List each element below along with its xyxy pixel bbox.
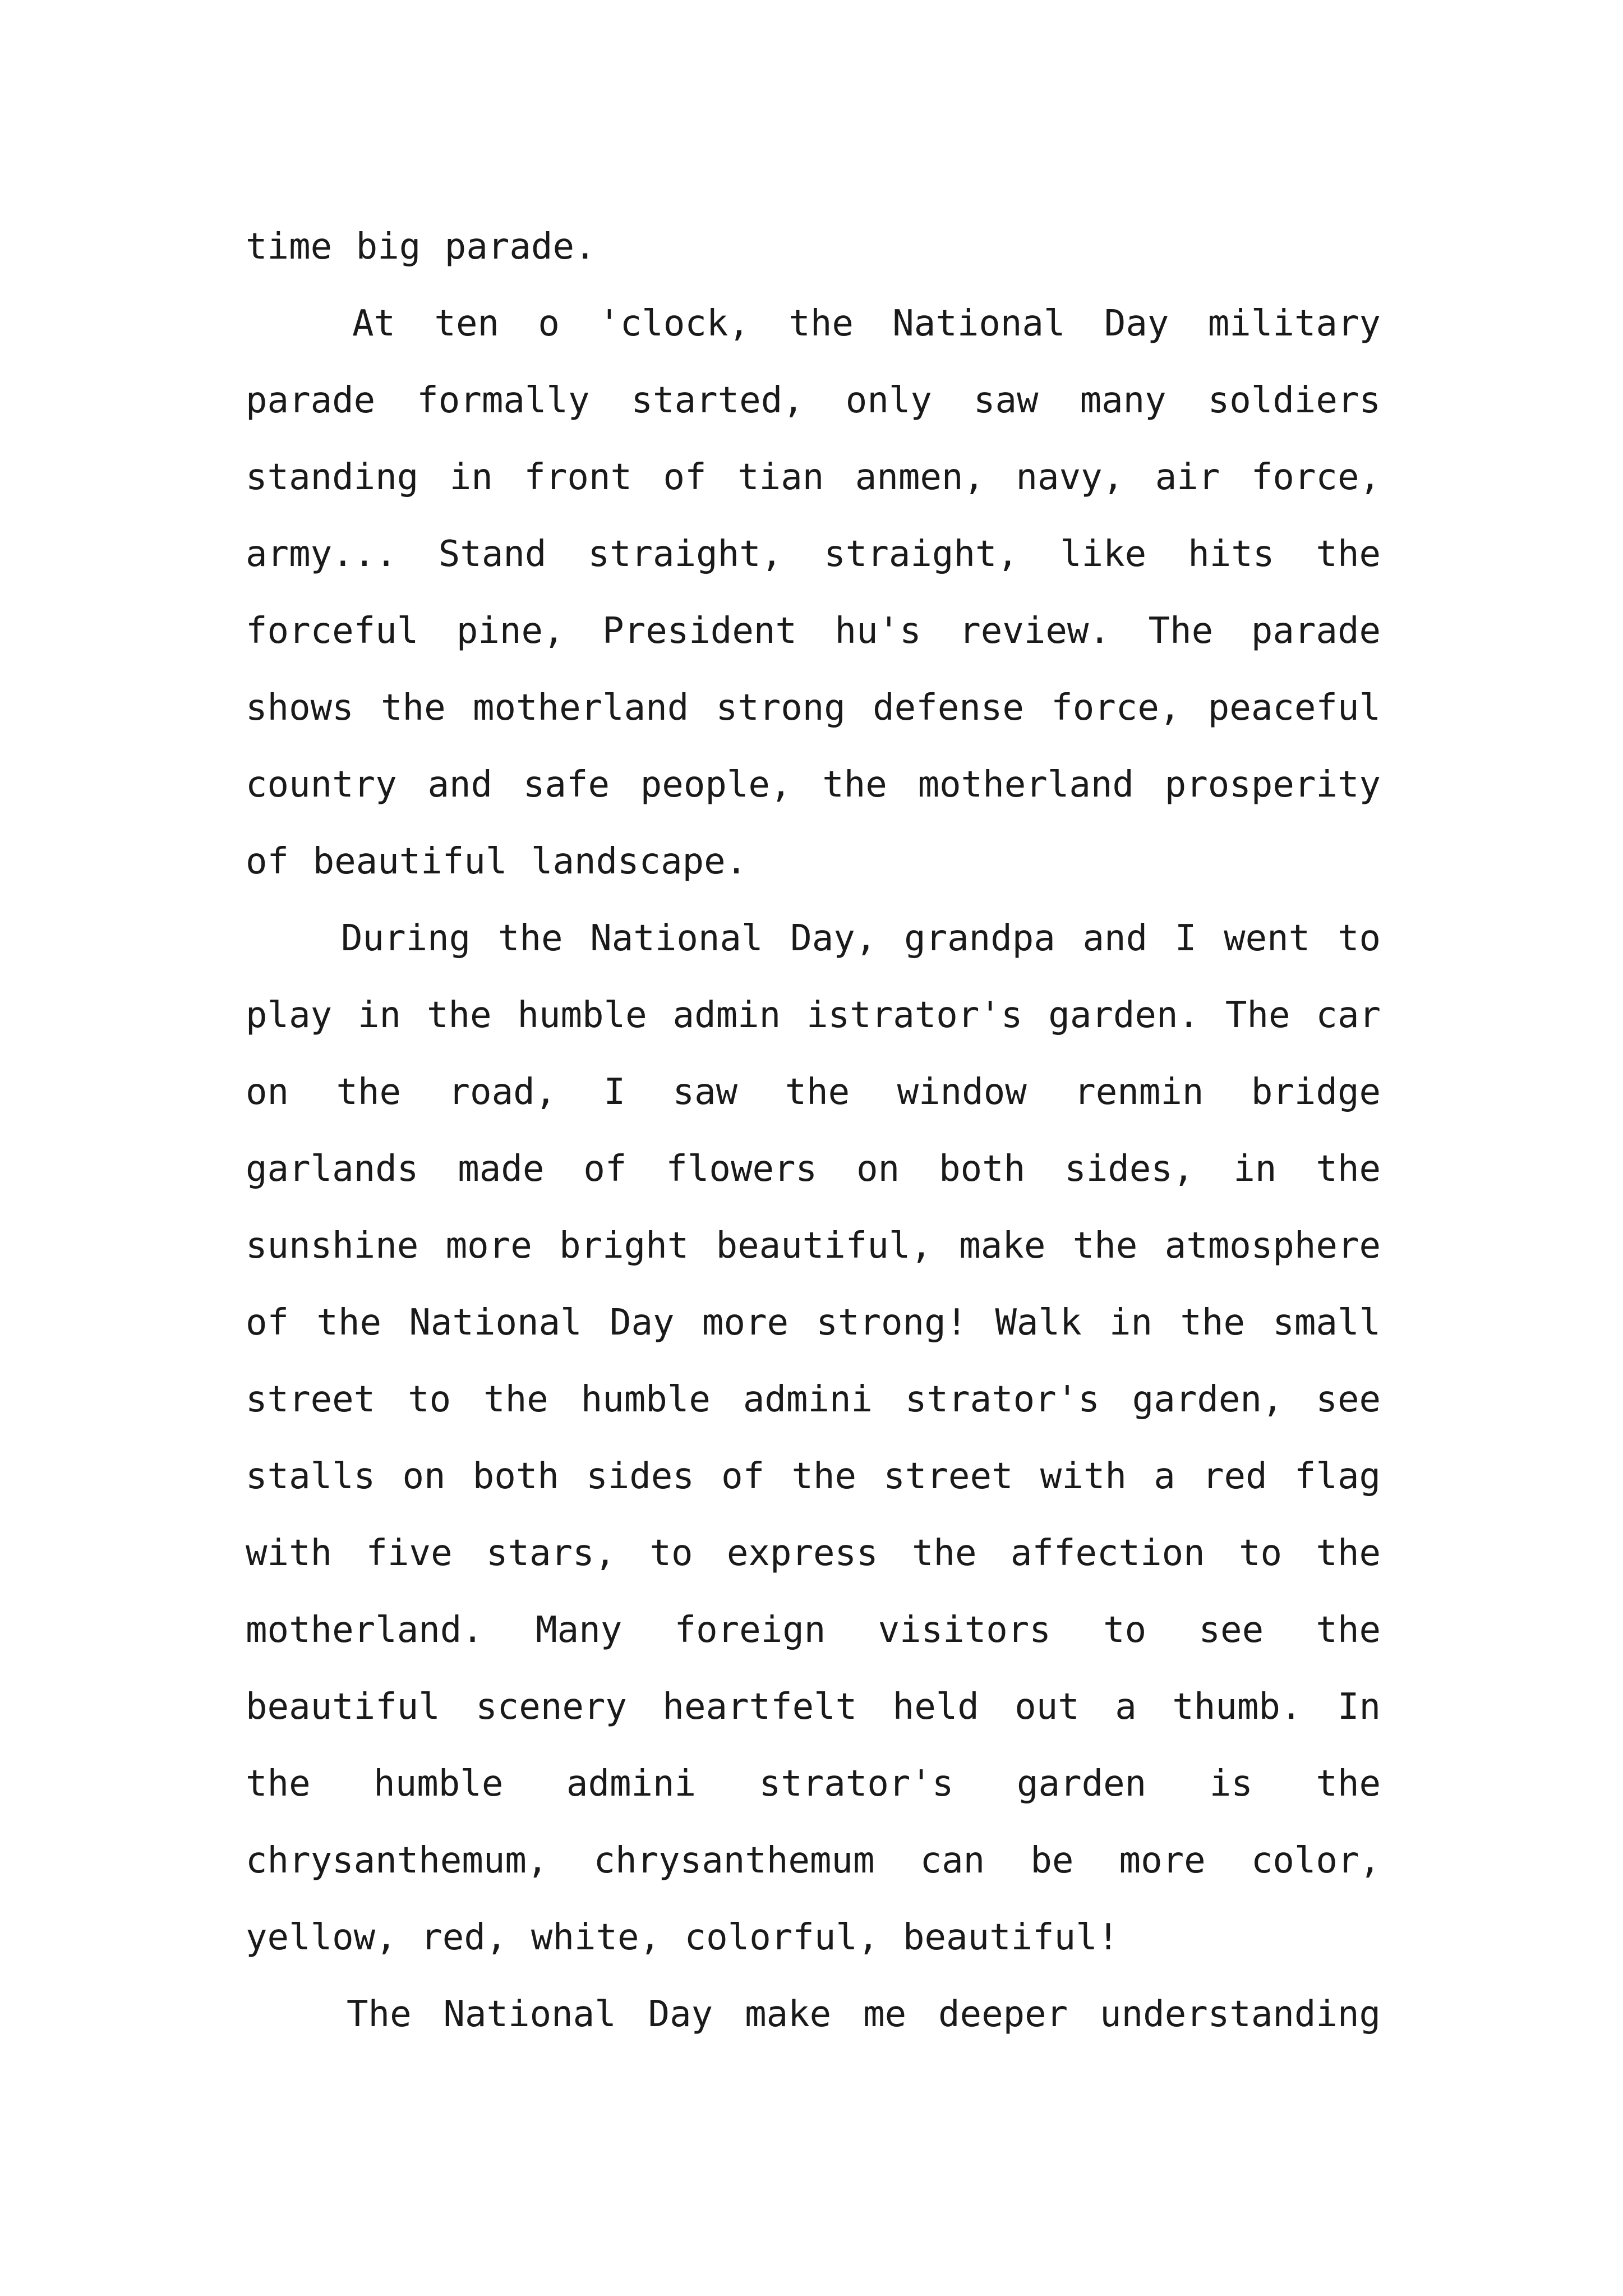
paragraph-parade: At ten o 'clock, the National Day military parade formally started, only saw many soldiers standing in front of tian anmen, navy, air force, army... Stand straight, straight, like hits the forceful pine, President hu's review. The parade shows the motherland strong defense force, peaceful country and safe people, the motherland prosperity of beautiful landscape. xyxy=(246,303,1381,882)
paragraph-garden-visit: During the National Day, grandpa and I went to play in the humble admin istrator's garden. The car on the road, I saw the window renmin bridge garlands made of flowers on both sides, in the sunshine more bright beautiful, make the atmosphere of the National Day more strong! Walk in the small street to the humble admini strator's garden, see stalls on both sides of the street with a red flag with five stars, to express the affection to the motherland. Many foreign visitors to see the beautiful scenery heartfelt held out a thumb. In the humble admini strator's garden is the chrysanthemum, chrysanthemum can be more color, yellow, red, white, colorful, beautiful! xyxy=(246,918,1381,1958)
paragraph-conclusion: The National Day make me deeper understanding xyxy=(347,1994,1381,2035)
paragraph-continuation: time big parade. xyxy=(246,226,596,268)
document-body xyxy=(246,209,1381,2053)
